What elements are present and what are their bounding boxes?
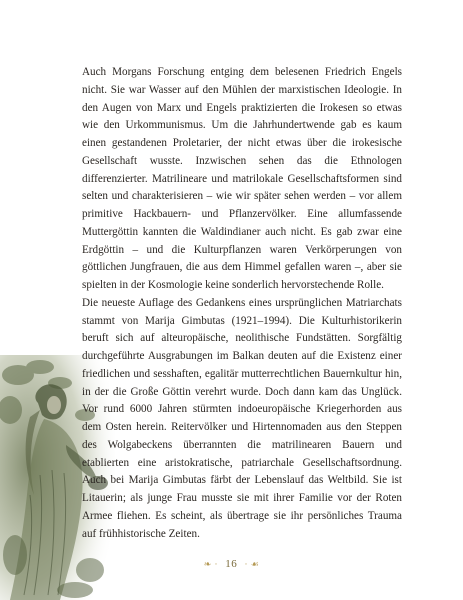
page-number: 16 [225, 558, 238, 570]
paragraph: Auch Morgans Forschung entging dem belesenen Friedrich Engels nicht. Sie war Wasser auf den Mühlen der marxistischen Ideologie. In den Augen von Marx und Engels praktizierten die Irokesen so etwas wie den Urkommunismus. Um die Jahrhundertwende gab es kaum einen gestandenen Proletarier, der nicht etwas über die irokesische Gesellschaft wusste. Inzwischen sehen das die Ethnologen differenzierter. Matrilineare und matrilokale Gesellschaftsformen sind selten und charakterisieren – wie wir später sehen werden – vor allem primitive Hackbauern- und Pflanzervölker. Eine allumfassende Muttergöttin kannten die Waldindianer auch nicht. Es gab zwar eine Erdgöttin – und die Kulturpflanzen waren Verkörperungen von göttlichen Jungfrauen, die aus dem Himmel gefallen waren –, aber sie spielten in der Kosmologie keine sonderlich hervorstechende Rolle. [82, 66, 402, 291]
page-footer [0, 558, 463, 570]
left-ornament-icon: ❧ · [203, 559, 218, 569]
right-ornament-icon: · ☙ [244, 559, 260, 569]
paragraph: Die neueste Auflage des Gedankens eines ursprünglichen Matriarchats stammt von Marija Gimbutas (1921–1994). Die Kulturhistorikerin beruft sich auf alteuropäische, neolithische Fundstätten. Sorgfältig durchgeführte Ausgrabungen im Balkan deuten auf die Existenz einer friedlichen und sesshaften, egalitär mutterrechtlichen Bauernkultur hin, in der die Große Göttin verehrt wurde. Doch dann kam das Unglück. Vor rund 6000 Jahren stürmten indoeuropäische Kriegerhorden aus dem Osten herein. Reitervölker und Hirtennomaden aus den Steppen des Wolgabeckens überrannten die matrilinearen Bauern und etablierten eine aristokratische, patriarchale Gesellschaftsordnung. Auch bei Marija Gimbutas färbt der Lebenslauf das Weltbild. Sie ist Litauerin; als junge Frau musste sie mit ihrer Familie vor der Roten Armee fliehen. Es scheint, als übertrage sie ihr persönliches Trauma auf frühhistorische Zeiten. [82, 296, 402, 540]
body-text [82, 64, 402, 543]
